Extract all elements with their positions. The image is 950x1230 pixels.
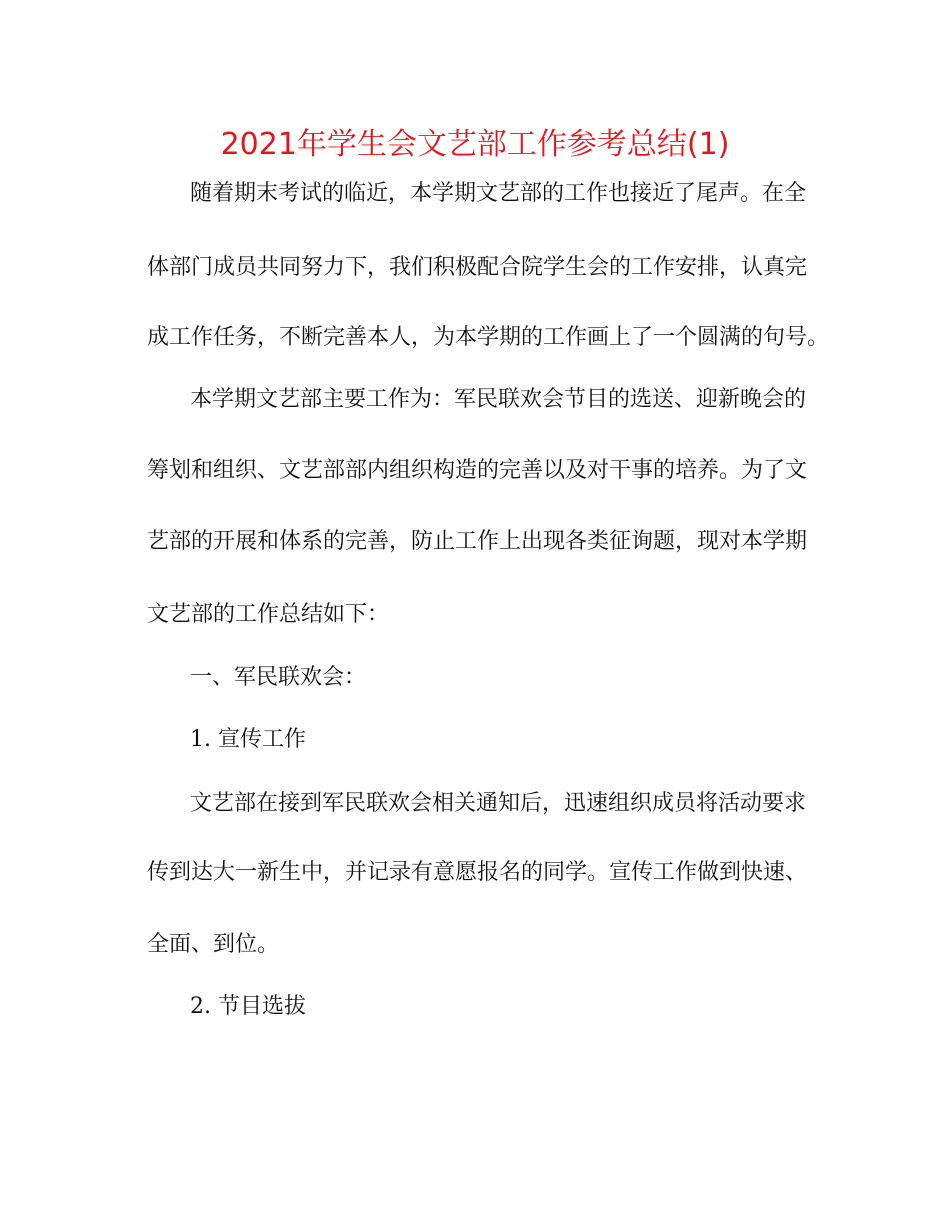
paragraph-3-line-1: 文艺部在接到军民联欢会相关通知后，迅速组织成员将活动要求 — [190, 791, 807, 816]
paragraph-2-line-2: 筹划和组织、文艺部部内组织构造的完善以及对干事的培养。为了文 — [147, 458, 808, 483]
section-heading-1: 一、军民联欢会： — [190, 665, 367, 690]
paragraph-1-line-2: 体部门成员共同努力下，我们积极配合院学生会的工作安排，认真完 — [147, 255, 808, 280]
paragraph-2-line-3: 艺部的开展和体系的完善，防止工作上出现各类征询题，现对本学期 — [147, 529, 808, 554]
paragraph-1-line-3: 成工作任务，不断完善本人，为本学期的工作画上了一个圆满的句号。 — [147, 325, 830, 350]
document-title: 2021年学生会文艺部工作参考总结(1) — [220, 127, 730, 162]
subheading-1: 1. 宣传工作 — [190, 727, 306, 752]
paragraph-2-line-1: 本学期文艺部主要工作为：军民联欢会节目的选送、迎新晚会的 — [190, 387, 807, 412]
paragraph-2-line-4: 文艺部的工作总结如下： — [147, 602, 390, 627]
paragraph-3-line-2: 传到达大一新生中，并记录有意愿报名的同学。宣传工作做到快速、 — [147, 860, 808, 885]
paragraph-3-line-3: 全面、到位。 — [147, 932, 280, 957]
paragraph-1-line-1: 随着期末考试的临近，本学期文艺部的工作也接近了尾声。在全 — [190, 181, 807, 206]
subheading-2: 2. 节目选拔 — [190, 994, 306, 1019]
